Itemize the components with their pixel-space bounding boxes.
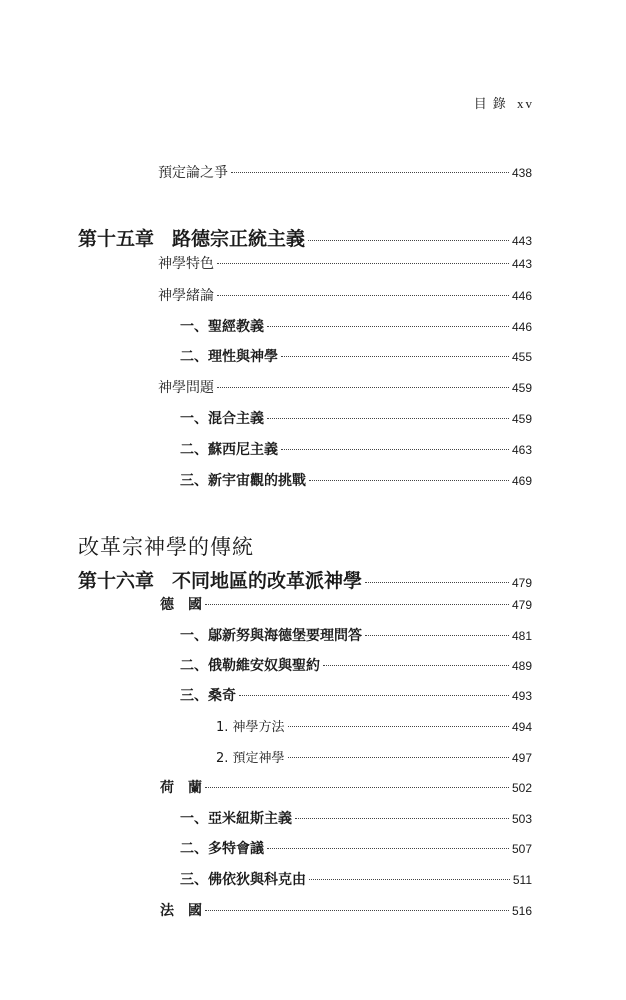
chapter-name: 不同地區的改革派神學	[172, 570, 363, 592]
toc-entry-page: 446	[511, 320, 532, 334]
toc-entry[interactable]	[0, 655, 532, 677]
toc-entry[interactable]	[0, 716, 532, 738]
toc-entry-page: 497	[511, 751, 532, 765]
toc-entry-title: 德 國	[160, 597, 202, 613]
toc-entry-page: 438	[511, 166, 532, 180]
toc-entry-page: 443	[511, 234, 532, 248]
dot-leader	[231, 172, 509, 173]
toc-entry-page: 516	[511, 904, 532, 918]
toc-entry[interactable]	[0, 869, 532, 891]
toc-entry-page: 469	[511, 474, 532, 488]
dot-leader	[205, 604, 509, 605]
dot-leader	[308, 240, 509, 241]
header-title: 目錄	[473, 97, 512, 112]
chapter-entry[interactable]	[0, 566, 532, 592]
toc-entry[interactable]	[0, 777, 532, 799]
running-header	[474, 93, 534, 112]
dot-leader	[309, 879, 510, 880]
part-heading: 改革宗神學的傳統	[78, 535, 254, 559]
dot-leader	[295, 818, 509, 819]
toc-entry-title: 二、多特會議	[180, 841, 264, 857]
toc-entry-title: 2. 預定神學	[216, 751, 285, 766]
dot-leader	[205, 787, 509, 788]
toc-entry-page: 463	[511, 443, 532, 457]
toc-entry[interactable]	[0, 685, 532, 707]
toc-entry-page: 443	[511, 257, 532, 271]
dot-leader	[217, 295, 509, 296]
toc-entry[interactable]	[0, 285, 532, 307]
toc-entry-page: 507	[511, 842, 532, 856]
toc-entry-page: 493	[511, 689, 532, 703]
chapter-number: 第十六章	[78, 570, 155, 592]
toc-entry-title: 法 國	[160, 903, 202, 919]
toc-entry-page: 511	[512, 873, 532, 887]
toc-entry-page: 459	[511, 412, 532, 426]
dot-leader	[267, 848, 509, 849]
toc-entry-title: 1. 神學方法	[216, 720, 285, 735]
toc-entry[interactable]	[0, 747, 532, 769]
toc-entry[interactable]	[0, 625, 532, 647]
toc-entry-title: 神學緒論	[158, 288, 214, 304]
toc-entry-page: 479	[511, 576, 532, 590]
chapter-title	[78, 566, 362, 593]
dot-leader	[281, 356, 509, 357]
toc-entry[interactable]	[0, 900, 532, 922]
toc-entry[interactable]	[0, 346, 532, 368]
chapter-entry[interactable]	[0, 224, 532, 250]
toc-entry[interactable]	[0, 808, 532, 830]
toc-entry-title: 三、桑奇	[180, 688, 236, 704]
dot-leader	[288, 757, 509, 758]
toc-entry-title: 一、聖經教義	[180, 319, 264, 335]
dot-leader	[288, 726, 509, 727]
dot-leader	[217, 387, 509, 388]
dot-leader	[365, 635, 509, 636]
dot-leader	[267, 326, 509, 327]
toc-entry[interactable]	[0, 838, 532, 860]
toc-entry[interactable]	[0, 253, 532, 275]
toc-entry-page: 455	[511, 350, 532, 364]
toc-entry[interactable]	[0, 594, 532, 616]
dot-leader	[323, 665, 509, 666]
dot-leader	[239, 695, 509, 696]
dot-leader	[267, 418, 509, 419]
toc-entry-title: 一、亞米紐斯主義	[180, 811, 292, 827]
toc-entry-page: 502	[511, 781, 532, 795]
toc-entry-title: 神學問題	[158, 380, 214, 396]
dot-leader	[365, 582, 509, 583]
toc-entry[interactable]	[0, 439, 532, 461]
toc-entry[interactable]	[0, 470, 532, 492]
dot-leader	[309, 480, 509, 481]
toc-entry-page: 494	[511, 720, 532, 734]
toc-entry[interactable]	[0, 408, 532, 430]
dot-leader	[217, 263, 509, 264]
toc-entry-page: 446	[511, 289, 532, 303]
toc-entry-page: 489	[511, 659, 532, 673]
toc-entry-title: 荷 蘭	[160, 780, 202, 796]
dot-leader	[281, 449, 509, 450]
toc-entry-page: 459	[511, 381, 532, 395]
toc-entry-title: 三、佛依狄與科克由	[180, 872, 306, 888]
toc-entry-title: 神學特色	[158, 256, 214, 272]
toc-entry-title: 二、蘇西尼主義	[180, 442, 278, 458]
dot-leader	[205, 910, 509, 911]
toc-entry-page: 503	[511, 812, 532, 826]
toc-entry-title: 一、鄔新努與海德堡要理問答	[180, 628, 362, 644]
toc-entry-title: 二、理性與神學	[180, 349, 278, 365]
chapter-number: 第十五章	[78, 228, 155, 250]
toc-entry-title: 一、混合主義	[180, 411, 264, 427]
header-page-number: xv	[517, 96, 534, 111]
toc-entry-title: 預定論之爭	[158, 165, 228, 181]
chapter-name: 路德宗正統主義	[172, 228, 306, 250]
toc-entry[interactable]	[0, 377, 532, 399]
toc-entry-title: 三、新宇宙觀的挑戰	[180, 473, 306, 489]
toc-entry[interactable]	[0, 316, 532, 338]
chapter-title	[78, 224, 305, 251]
toc-entry-page: 481	[511, 629, 532, 643]
toc-entry-page: 479	[511, 598, 532, 612]
toc-entry[interactable]	[0, 162, 532, 184]
toc-entry-title: 二、俄勒維安奴與聖約	[180, 658, 320, 674]
